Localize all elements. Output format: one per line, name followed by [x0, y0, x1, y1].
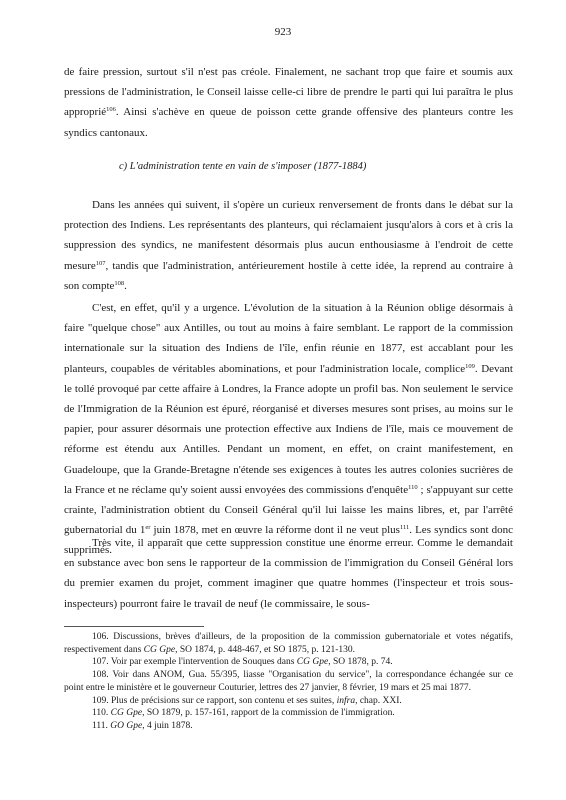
footnote-111-italic: GO Gpe	[110, 720, 143, 731]
footnote-ref-108[interactable]: 108	[114, 279, 125, 287]
footnote-separator	[64, 626, 204, 627]
footnotes	[64, 631, 513, 733]
superscript-er: er	[145, 524, 151, 532]
footnote-107	[64, 656, 513, 669]
footnote-111-text-a: 111.	[92, 720, 111, 731]
footnote-107-italic: CG Gpe	[296, 657, 329, 668]
paragraph-2-text-c: .	[124, 279, 127, 292]
footnote-ref-111[interactable]: 111	[399, 524, 410, 532]
paragraph-3	[64, 298, 513, 561]
paragraph-3-text-c: ; s'appuyant sur cette crainte, l'administration obtient du Conseil Général qu'il lui laisse les mains libres, et, par l'arrêté gubernatorial du 1	[64, 483, 513, 537]
footnote-107-text-b: , SO 1878, p. 74.	[328, 657, 393, 668]
footnote-108	[64, 669, 513, 694]
paragraph-4	[64, 533, 513, 614]
footnote-108-text: 108. Voir dans ANOM, Gua. 55/395, liasse "Organisation du service", la correspondance échangée sur ce point entre le ministère et le gouverneur Couturier, lettres des 27 janvier, 8 février, 19 mars et 25 mai 1877.	[64, 670, 513, 693]
footnote-110-text-a: 110.	[92, 708, 111, 719]
paragraph-3-text-a: C'est, en effet, qu'il y a urgence. L'évolution de la situation à la Réunion oblige désormais à faire "quelque chose" aux Antilles, ou tout au moins à faire semblant. Le rapport de la commission internationale sur la situation des Indiens de l'île, enfin réunie en 1877, est accablant pour les planteurs, coupables de véritables abominations, et pour l'administration locale, complice	[64, 302, 513, 375]
footnote-ref-109[interactable]: 109	[465, 362, 475, 370]
paragraph-3-text-e: . Les syndics sont donc supprimés.	[64, 524, 513, 557]
footnote-111-text-b: , 4 juin 1878.	[142, 720, 193, 731]
footnote-109	[64, 695, 513, 708]
paragraph-1-text-a: de faire pression, surtout s'il n'est pas créole. Finalement, ne sachant trop que faire et soumis aux pressions de l'administration, le Conseil laisse celle-ci libre de prendre le parti qui lui paraîtra le plus approprié	[64, 66, 513, 119]
paragraph-3-text-d: juin 1878, met en œuvre la réforme dont il ne veut plus	[150, 524, 400, 537]
footnote-106-italic: CG Gpe	[143, 644, 176, 655]
paragraph-2-text-b: , tandis que l'administration, antérieurement hostile à cette idée, la reprend au contraire à son compte	[64, 259, 513, 292]
footnote-110	[64, 707, 513, 720]
section-heading: c) L'administration tente en vain de s'imposer (1877-1884)	[119, 161, 367, 172]
footnote-111	[64, 720, 513, 733]
footnote-ref-107[interactable]: 107	[95, 259, 106, 267]
paragraph-1-text-b: . Ainsi s'achève en queue de poisson cette grande offensive des planteurs contre les syndics cantonaux.	[64, 106, 513, 139]
footnote-ref-106[interactable]: 106	[106, 106, 116, 114]
footnote-110-text-b: , SO 1879, p. 157-161, rapport de la commission de l'immigration.	[142, 708, 395, 719]
footnote-106	[64, 631, 513, 656]
footnote-106-text-a: 106. Discussions, brèves d'ailleurs, de la proposition de la commission gubernatoriale et votes négatifs, respectivement dans	[64, 632, 513, 655]
footnote-110-italic: CG Gpe	[110, 708, 143, 719]
page-number: 923	[274, 26, 292, 38]
footnote-109-text-a: 109. Plus de précisions sur ce rapport, son contenu et ses suites,	[92, 695, 337, 706]
paragraph-2-text-a: Dans les années qui suivent, il s'opère un curieux renversement de fronts dans le débat sur la protection des Indiens. Les représentants des planteurs, qui réclamaient jusqu'alors à cors et à cris la suppression des syndics, ne manifestent désormais plus aucun enthousiasme à l'endroit de cette mesure	[64, 199, 513, 272]
footnote-109-italic: infra	[336, 695, 356, 706]
paragraph-3-text-b: . Devant le tollé provoqué par cette affaire à Londres, la France adopte un profil bas. Non seulement le service de l'Immigration de la Réunion est épuré, réorganisé et diverses mesures sont prises, au moins sur le papier, pour assurer désormais une protection effective aux Indiens de l'île, mais ce mouvement de réforme est étendu aux Antilles. Pendant un moment, en effet, on craint manifestement, en Guadeloupe, que la Grande-Bretagne n'étende ses exigences à toutes les autres colonies sucrières de la France et ne réclame qu'y soient aussi envoyées des commissions d'enquête	[64, 362, 513, 496]
footnote-107-text-a: 107. Voir par exemple l'intervention de Souques dans	[92, 657, 297, 668]
paragraph-2	[64, 195, 513, 296]
footnote-ref-110[interactable]: 110	[408, 483, 418, 491]
footnote-106-text-b: , SO 1874, p. 448-467, et SO 1875, p. 121-130.	[175, 644, 356, 655]
paragraph-4-text: Très vite, il apparaît que cette suppression constitue une énorme erreur. Comme le demandait en substance avec bon sens le rapporteur de la commission de l'immigration du Conseil Général lors du premier examen du projet, comment imaginer que quatre hommes (l'inspecteur et trois sous-inspecteurs) pourront faire le travail de neuf (le commissaire, le sous-	[64, 537, 513, 610]
footnote-109-text-b: , chap. XXI.	[355, 695, 402, 706]
paragraph-1	[64, 62, 513, 143]
